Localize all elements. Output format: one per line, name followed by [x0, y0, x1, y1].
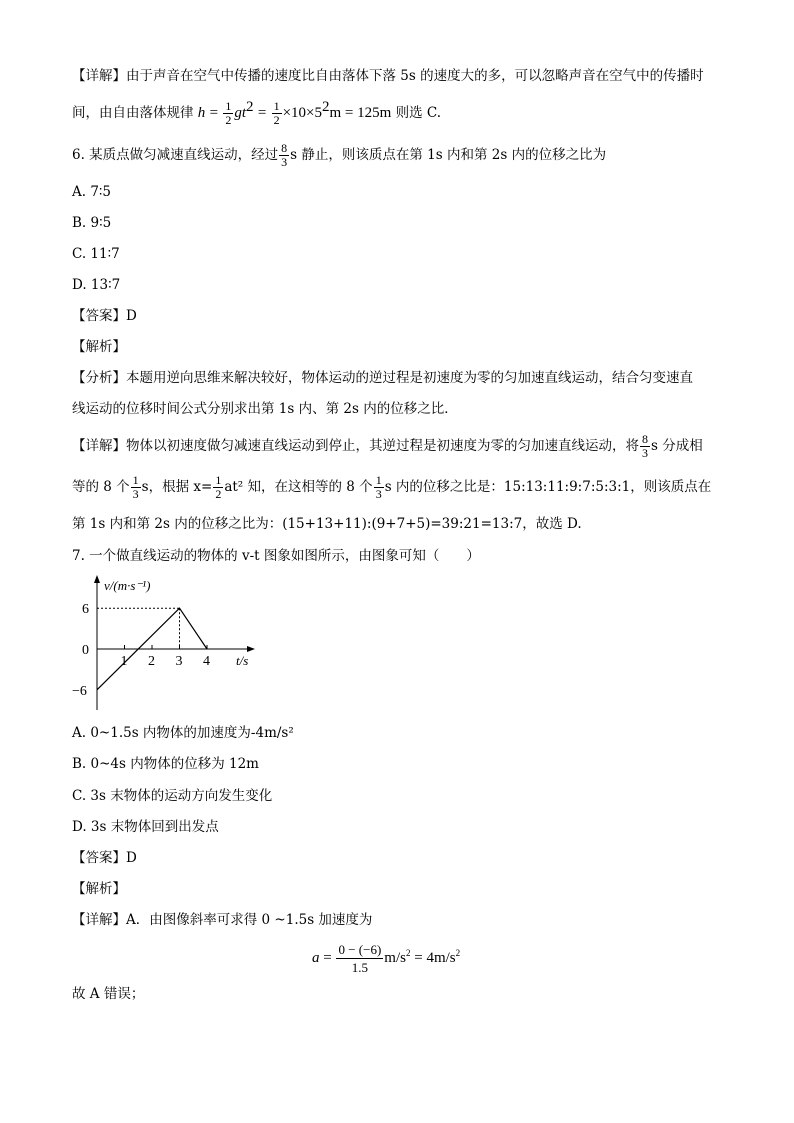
formula-gt: gt	[234, 105, 247, 121]
q6-analysis-tag: 【解析】	[72, 339, 126, 355]
detail-tag: 【详解】	[72, 912, 126, 928]
q6-question	[72, 140, 606, 170]
formula-eq2: =	[257, 105, 267, 121]
detail-text2a: 等的 8 个	[72, 479, 130, 495]
q6-detail-line3: 第 1s 内和第 2s 内的位移之比为：(15+13+11):(9+7+5)=39:21=13:7，故选 D.	[72, 516, 582, 532]
detail-frac	[640, 433, 650, 460]
y-tick-label: 6	[82, 602, 89, 618]
detail-tag: 【详解】	[72, 438, 126, 454]
formula-half	[223, 100, 233, 127]
q6-prefix: 6. 某质点做匀减速直线运动，经过	[72, 147, 279, 163]
detail-text: 物体以初速度做匀减速直线运动到停止，其逆过程是初速度为零的匀加速直线运动，将	[126, 438, 639, 454]
formula-sup2: 2	[322, 99, 330, 115]
y-tick-label: −6	[72, 683, 87, 699]
frac-num: 1	[225, 99, 232, 113]
y-tick-label: 0	[82, 643, 89, 658]
formula-sup2: 2	[455, 948, 461, 958]
q6-detail-line1	[72, 431, 703, 461]
y-axis-arrow	[94, 575, 100, 583]
q7-option-a: A. 0~1.5s 内物体的加速度为-4m/s²	[72, 725, 294, 741]
answer-tag: 【答案】	[72, 850, 126, 866]
fenxi-tag: 【分析】	[72, 370, 126, 386]
q6-suffix: s 静止，则该质点在第 1s 内和第 2s 内的位移之比为	[290, 147, 607, 163]
q7-detail	[72, 910, 372, 930]
x-axis-arrow	[247, 646, 255, 652]
formula-frac	[336, 941, 383, 976]
frac-den: 1.5	[351, 960, 368, 976]
frac-den: 3	[281, 155, 288, 169]
x-tick-label: 4	[203, 654, 210, 669]
frac-den: 3	[132, 487, 139, 501]
q6-frac	[279, 142, 289, 169]
q7-answer	[72, 848, 137, 868]
q6-fenxi-line2: 线运动的位移时间公式分别求出第 1s 内、第 2s 内的位移之比．	[72, 401, 458, 417]
q6-option-d: D. 13∶7	[72, 277, 121, 293]
detail-frac2	[213, 474, 223, 501]
fenxi-text1: 本题用逆向思维来解决较好，物体运动的逆过程是初速度为零的匀加速直线运动，结合匀变速直	[126, 370, 693, 386]
q6-detail-line2	[72, 472, 711, 502]
formula-sup: 2	[405, 948, 411, 958]
detail-text2c: at² 知，在这相等的 8 个	[224, 479, 373, 495]
detail-tag: 【详解】	[72, 68, 126, 84]
answer-value: D	[126, 850, 137, 866]
answer-tag: 【答案】	[72, 308, 126, 324]
formula-unit: m/s	[384, 950, 406, 966]
frac-num: 1	[215, 473, 222, 487]
q7-question: 7. 一个做直线运动的物体的 v-t 图象如图所示，由图象可知（ ）	[72, 548, 480, 564]
formula-half-2	[272, 100, 282, 127]
formula-times: ×10×5	[282, 105, 323, 121]
detail-text2d: s 内的位移之比是：15:13:11:9:7:5:3:1，则该质点在	[384, 479, 712, 495]
formula-sup: 2	[246, 99, 254, 115]
p1-text1: 由于声音在空气中传播的速度比自由落体下落 5s 的速度大的多，可以忽略声音在空气中的传播时	[126, 68, 704, 84]
q7-analysis-tag: 【解析】	[72, 881, 126, 897]
frac-den: 2	[273, 113, 280, 127]
p1-text2a: 间，由自由落体规律	[72, 105, 194, 121]
frac-den: 3	[375, 487, 382, 501]
q7-option-b: B. 0~4s 内物体的位移为 12m	[72, 756, 259, 772]
frac-num: 1	[375, 473, 382, 487]
q7-option-d: D. 3s 末物体回到出发点	[72, 819, 219, 835]
formula-result: = 4m/s	[410, 950, 456, 966]
q7-option-c: C. 3s 末物体的运动方向发生变化	[72, 788, 273, 804]
x-tick-label: 1	[120, 654, 128, 669]
q6-fenxi-line1	[72, 368, 693, 388]
p1-text2b: 则选 C.	[395, 105, 442, 121]
formula-eq: =	[209, 105, 219, 121]
p1-line2	[72, 98, 441, 128]
q6-option-c: C. 11∶7	[72, 246, 120, 262]
q6-option-b: B. 9∶5	[72, 215, 112, 231]
q7-formula	[312, 938, 460, 978]
x-axis-label: t/s	[236, 653, 249, 668]
detail-frac3	[374, 474, 384, 501]
formula-eq: =	[323, 950, 332, 966]
vt-chart	[70, 572, 270, 712]
formula-a: a	[312, 950, 320, 966]
frac-num: 8	[642, 432, 648, 446]
frac-num: 8	[281, 141, 288, 155]
frac-num: 0 − (−6)	[338, 942, 382, 958]
formula-result: m = 125m	[329, 105, 392, 121]
detail-text-b: s 分成相	[651, 438, 703, 454]
detail-frac1	[131, 474, 141, 501]
y-axis-label: v/(m·s⁻¹)	[104, 578, 151, 593]
frac-den: 2	[215, 487, 222, 501]
q6-option-a: A. 7∶5	[72, 184, 112, 200]
frac-num: 1	[132, 473, 139, 487]
answer-value: D	[126, 308, 137, 324]
formula-h: h	[197, 105, 206, 121]
frac-den: 2	[225, 113, 232, 127]
detail-text: A．由图像斜率可求得 0 ~1.5s 加速度为	[126, 912, 373, 928]
x-tick-label: 3	[175, 654, 183, 669]
q6-answer	[72, 306, 137, 326]
q7-conclusion: 故 A 错误；	[72, 986, 145, 1002]
detail-text2b: s，根据 x=	[141, 479, 213, 495]
frac-num: 1	[273, 99, 280, 113]
x-tick-label: 2	[148, 654, 155, 669]
p1-line1	[72, 66, 704, 86]
frac-den: 3	[642, 446, 648, 460]
